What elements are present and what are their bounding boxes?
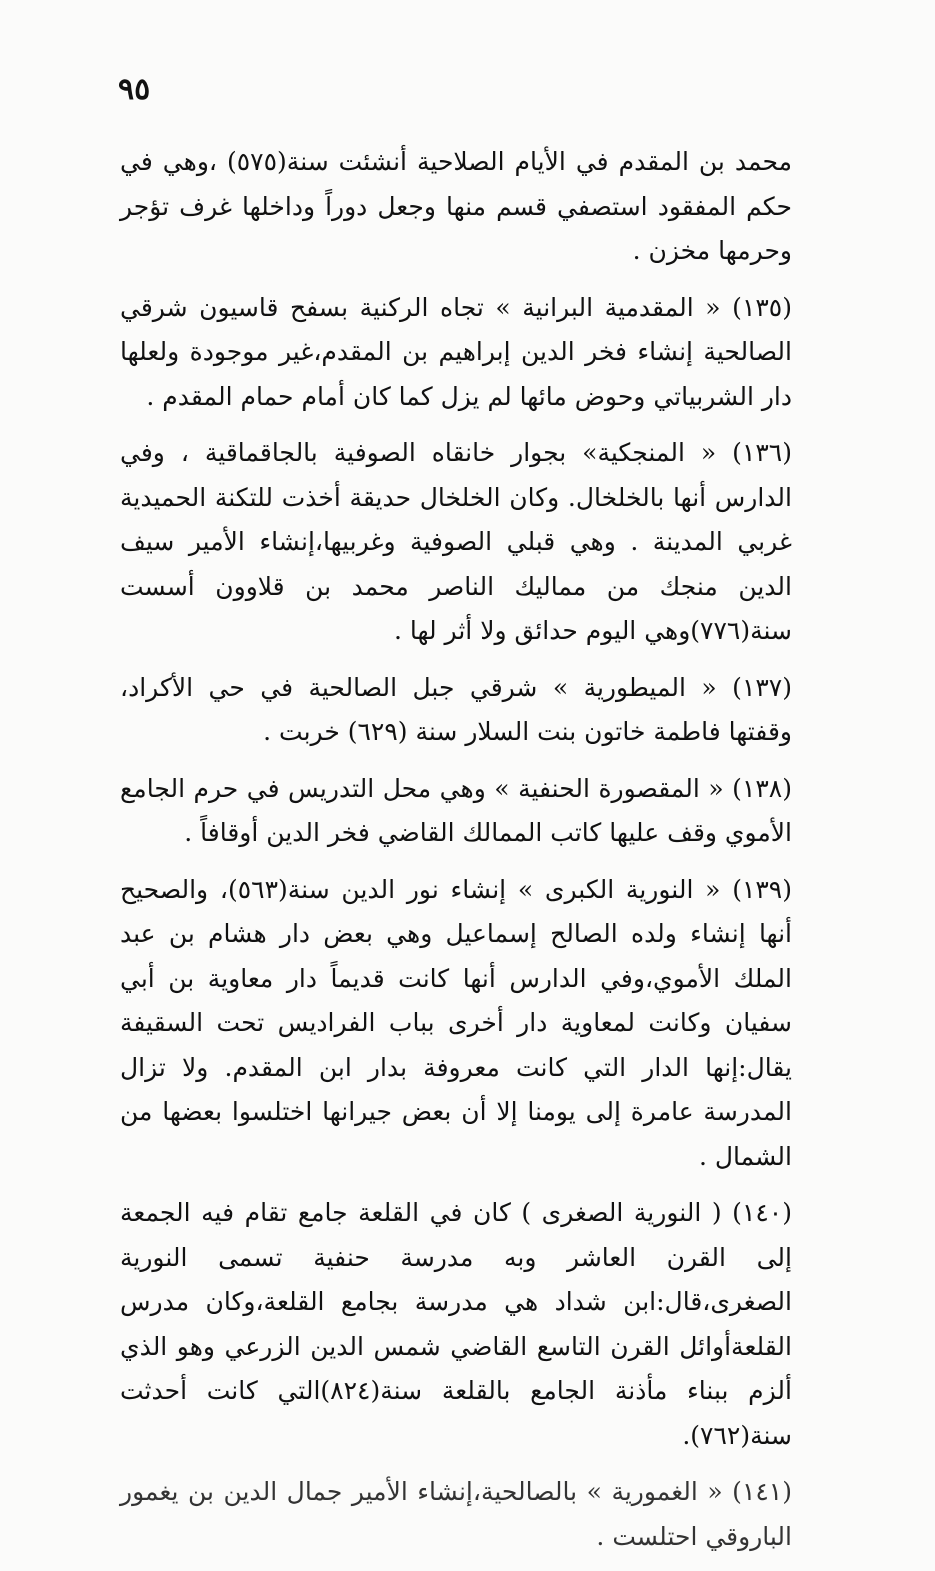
entry-136: (١٣٦) « المنجكية» بجوار خانقاه الصوفية بالجاقماقية ، وفي الدارس أنها بالخلخال. وكان الخلخال حديقة أخذت للتكنة الحميدية غربي المدينة . وهي قبلي الصوفية وغربيها،إنشاء الأمير سيف الدين منجك من مماليك الناصر محمد بن قلاوون أسست سنة(٧٧٦)وهي اليوم حدائق ولا أثر لها . — [120, 438, 792, 645]
entry-139: (١٣٩) « النورية الكبرى » إنشاء نور الدين سنة(٥٦٣)، والصحيح أنها إنشاء ولده الصالح إسماعيل وهي بعض دار هشام بن عبد الملك الأموي،وفي الدارس أنها كانت قديماً دار معاوية بن أبي سفيان وكانت لمعاوية دار أخرى بباب الفراديس تحت السقيفة يقال:إنها الدار التي كانت معروفة بدار ابن المقدم. ولا تزال المدرسة عامرة إلى يومنا إلا أن بعض جيرانها اختلسوا بعضها من الشمال . — [120, 874, 793, 1171]
entry-141: (١٤١) « الغمورية » بالصالحية،إنشاء الأمير جمال الدين بن يغمور الباروقي احتلست . — [120, 1477, 792, 1551]
paragraph-continuation: محمد بن المقدم في الأيام الصلاحية أنشئت سنة(٥٧٥) ،وهي في حكم المفقود استصفي قسم منها وجعل دوراً وداخلها غرف تؤجر وحرمها مخزن . — [120, 147, 792, 265]
entry-135: (١٣٥) « المقدمية البرانية » تجاه الركنية بسفح قاسيون شرقي الصالحية إنشاء فخر الدين إبراهيم بن المقدم،غير موجودة ولعلها دار الشربياتي وحوض مائها لم يزل كما كان أمام حمام المقدم . — [120, 292, 792, 411]
entry-140: (١٤٠) ( النورية الصغرى ) كان في القلعة جامع تقام فيه الجمعة إلى القرن العاشر وبه مدرسة حنفية تسمى النورية الصغرى،قال:ابن شداد هي مدرسة بجامع القلعة،وكان مدرس القلعةأوائل القرن التاسع القاضي شمس الدين الزرعي وهو الذي ألزم ببناء مأذنة الجامع بالقلعة سنة(٨٢٤)التي كانت أحدثت سنة(٧٦٢). — [120, 1198, 792, 1450]
entry-137: (١٣٧) « الميطورية » شرقي جبل الصالحية في حي الأكراد، وقفتها فاطمة خاتون بنت السلار سنة (٦٢٩) خربت . — [120, 672, 792, 746]
page-number: ٩٥ — [118, 72, 151, 107]
page-body — [120, 140, 792, 1571]
entry-138: (١٣٨) « المقصورة الحنفية » وهي محل التدريس في حرم الجامع الأموي وقف عليها كاتب الممالك القاضي فخر الدين أوقافاً . — [120, 773, 792, 847]
